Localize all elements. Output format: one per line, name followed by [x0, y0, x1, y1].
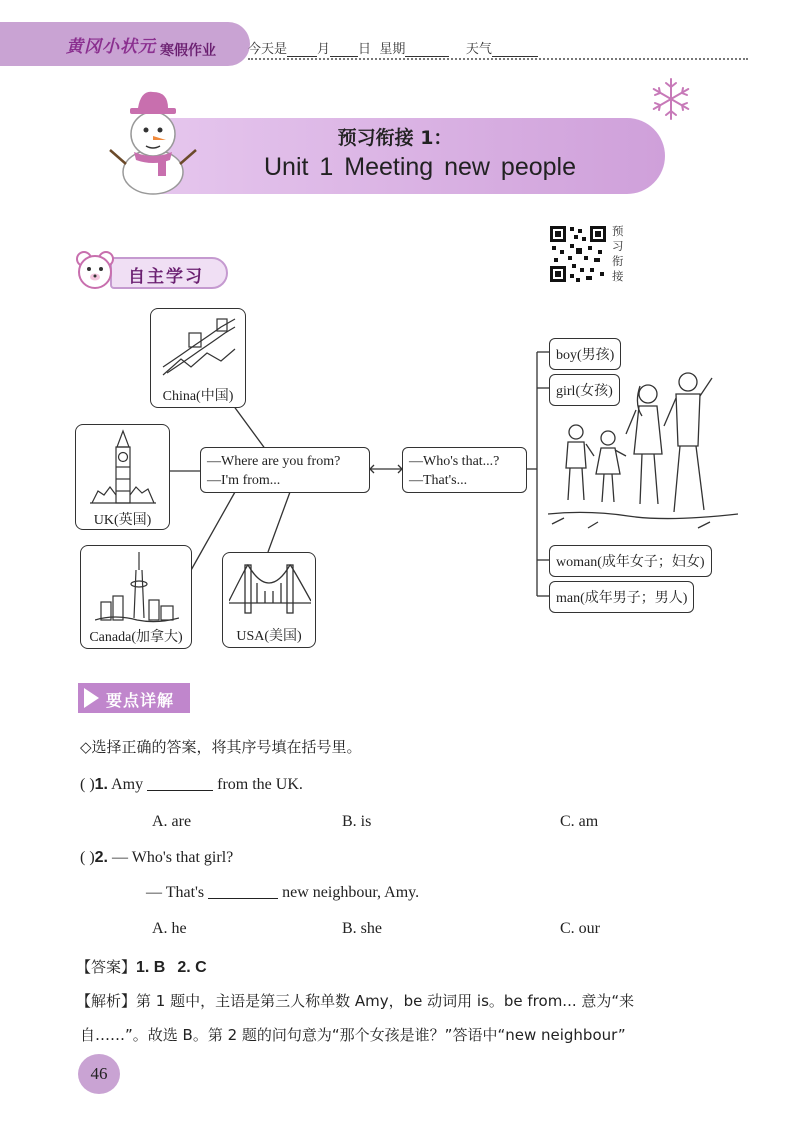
answer-2: 2. C	[177, 959, 207, 976]
where-question: —Where are you from?	[207, 454, 341, 469]
answer-1: 1. B	[136, 959, 166, 976]
who-question: —Who's that...?	[409, 454, 500, 469]
month-label: 月	[317, 42, 331, 57]
month-blank	[287, 56, 317, 57]
qr-code[interactable]	[548, 224, 608, 284]
lesson-title: 预习衔接 1：	[337, 127, 453, 149]
option-2c: C. our	[560, 920, 600, 937]
question-1	[80, 776, 303, 794]
analysis-text-2: 自……”。故选 B。第 2 题的问句意为“那个女孩是谁？”答语中“new neighbour”	[80, 1026, 626, 1044]
country-card-uk	[75, 424, 170, 530]
question-2-before: — That's	[146, 884, 205, 901]
word-box-woman: woman(成年女子；妇女)	[549, 545, 712, 577]
question-1-after: from the UK.	[217, 776, 303, 793]
analysis-label: 【解析】	[76, 992, 137, 1010]
weekday-label: 星期	[379, 42, 406, 57]
day-blank	[330, 56, 358, 57]
great-wall-icon	[161, 315, 237, 377]
weekday-blank	[405, 56, 449, 57]
where-answer: —I'm from...	[207, 473, 281, 488]
country-card-china	[150, 308, 246, 408]
option-2a: A. he	[152, 920, 187, 937]
header-dotted-line	[248, 58, 748, 60]
key-points-label: 要点详解	[106, 691, 175, 710]
date-line	[248, 38, 538, 57]
fill-blank-1[interactable]	[147, 790, 213, 791]
word-box-girl: girl(女孩)	[549, 374, 620, 406]
answer-paren-1[interactable]: ( )	[80, 776, 95, 793]
question-2-after: new neighbour, Amy.	[282, 884, 420, 901]
option-1a: A. are	[152, 813, 192, 830]
option-1c: C. am	[560, 813, 599, 830]
question-2	[80, 849, 233, 867]
self-study-label: 自主学习	[128, 267, 204, 287]
header-subtitle: 寒假作业	[160, 43, 216, 59]
analysis-line-2	[80, 1024, 626, 1045]
bear-icon	[72, 247, 118, 293]
option-1b: B. is	[342, 813, 372, 830]
question-2-line1: — Who's that girl?	[112, 849, 234, 866]
day-label: 日	[358, 42, 372, 57]
page-number: 46	[78, 1054, 120, 1094]
unit-title: Unit 1 Meeting new people	[263, 153, 577, 181]
country-card-usa	[222, 552, 316, 648]
option-2b: B. she	[342, 920, 382, 937]
brand-logo-text: 黄冈小状元	[66, 37, 156, 57]
golden-gate-icon	[229, 561, 311, 617]
country-card-canada	[80, 545, 192, 649]
family-illustration	[548, 364, 738, 536]
answer-paren-2[interactable]: ( )	[80, 849, 95, 866]
weather-blank	[492, 56, 538, 57]
cn-tower-icon	[95, 550, 179, 624]
answer-label: 【答案】	[76, 958, 137, 976]
question-1-before: Amy	[111, 776, 144, 793]
word-box-boy: boy(男孩)	[549, 338, 621, 370]
who-answer: —That's...	[409, 473, 468, 488]
big-ben-icon	[90, 429, 156, 507]
fill-blank-2[interactable]	[208, 898, 278, 899]
analysis-line-1	[76, 990, 634, 1011]
snowflake-icon	[648, 76, 694, 122]
analysis-text-1: 第 1 题中，主语是第三人称单数 Amy，be 动词用 is。be from... 意为“来	[136, 992, 635, 1010]
weather-label: 天气	[465, 42, 492, 57]
country-label-canada: Canada(加拿大)	[89, 630, 183, 645]
qr-label: 预习衔接	[612, 224, 624, 283]
question-bubble-where	[200, 447, 370, 493]
today-label: 今天是	[248, 42, 288, 57]
answer-line	[76, 956, 207, 977]
word-box-man: man(成年男子；男人)	[549, 581, 694, 613]
question-2-line2	[146, 884, 419, 902]
country-label-uk: UK(英国)	[93, 513, 152, 528]
country-label-usa: USA(美国)	[236, 629, 302, 644]
question-number-2: 2.	[94, 849, 108, 866]
question-bubble-who	[402, 447, 527, 493]
instruction-text: ◇选择正确的答案，将其序号填在括号里。	[80, 738, 362, 756]
play-arrow-icon	[84, 688, 99, 708]
question-number-1: 1.	[94, 776, 108, 793]
country-label-china: China(中国)	[162, 389, 234, 404]
